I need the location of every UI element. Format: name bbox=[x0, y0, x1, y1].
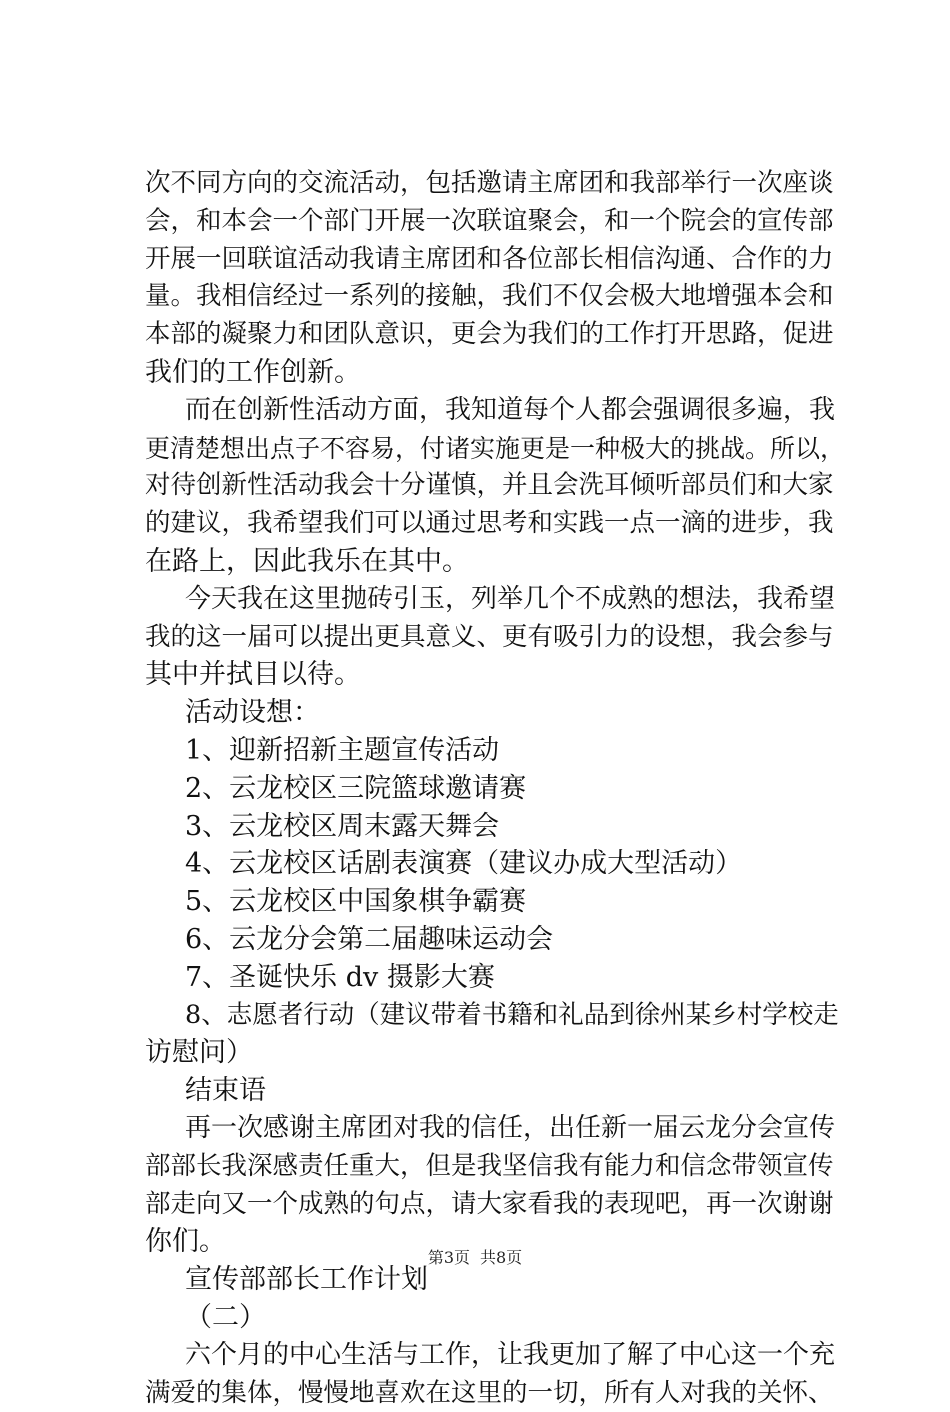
text-line: 6、云龙分会第二届趣味运动会 bbox=[145, 921, 835, 959]
text-line: 会，和本会一个部门开展一次联谊聚会，和一个院会的宣传部 bbox=[145, 203, 835, 241]
text-line: 更清楚想出点子不容易，付诸实施更是一种极大的挑战。所以， bbox=[145, 430, 835, 468]
text-line: 今天我在这里抛砖引玉，列举几个不成熟的想法，我希望 bbox=[145, 581, 835, 619]
text-line: 宣传部部长工作计划 bbox=[145, 1261, 835, 1299]
text-line: 其中并拭目以待。 bbox=[145, 656, 835, 694]
document-body bbox=[145, 165, 835, 1412]
page-footer bbox=[0, 1245, 950, 1268]
text-line: 你们。 bbox=[145, 1223, 835, 1261]
text-line: 5、云龙校区中国象棋争霸赛 bbox=[145, 883, 835, 921]
text-line: 开展一回联谊活动我请主席团和各位部长相信沟通、合作的力 bbox=[145, 241, 835, 279]
text-line: （二） bbox=[145, 1299, 835, 1337]
text-line: 的建议，我希望我们可以通过思考和实践一点一滴的进步，我 bbox=[145, 505, 835, 543]
text-line: 而在创新性活动方面，我知道每个人都会强调很多遍，我 bbox=[145, 392, 835, 430]
text-line: 次不同方向的交流活动，包括邀请主席团和我部举行一次座谈 bbox=[145, 165, 835, 203]
text-line: 在路上，因此我乐在其中。 bbox=[145, 543, 835, 581]
text-line: 本部的凝聚力和团队意识，更会为我们的工作打开思路，促进 bbox=[145, 316, 835, 354]
text-line: 访慰问） bbox=[145, 1034, 835, 1072]
text-line: 3、云龙校区周末露天舞会 bbox=[145, 808, 835, 846]
text-line: 满爱的集体，慢慢地喜欢在这里的一切，所有人对我的关怀、 bbox=[145, 1375, 835, 1412]
text-line: 我的这一届可以提出更具意义、更有吸引力的设想，我会参与 bbox=[145, 619, 835, 657]
text-line: 结束语 bbox=[145, 1072, 835, 1110]
text-line: 活动设想： bbox=[145, 694, 835, 732]
text-line: 1、迎新招新主题宣传活动 bbox=[145, 732, 835, 770]
page-number: 第3页 bbox=[428, 1245, 470, 1268]
page-total: 共8页 bbox=[480, 1245, 522, 1268]
text-line: 部部长我深感责任重大，但是我坚信我有能力和信念带领宣传 bbox=[145, 1148, 835, 1186]
text-line: 部走向又一个成熟的句点，请大家看我的表现吧，再一次谢谢 bbox=[145, 1186, 835, 1224]
text-line: 量。我相信经过一系列的接触，我们不仅会极大地增强本会和 bbox=[145, 278, 835, 316]
text-line: 7、圣诞快乐 dv 摄影大赛 bbox=[145, 959, 835, 997]
text-line: 六个月的中心生活与工作，让我更加了解了中心这一个充 bbox=[145, 1337, 835, 1375]
text-line: 8、志愿者行动（建议带着书籍和礼品到徐州某乡村学校走 bbox=[145, 997, 835, 1035]
text-line: 对待创新性活动我会十分谨慎，并且会洗耳倾听部员们和大家 bbox=[145, 467, 835, 505]
text-line: 2、云龙校区三院篮球邀请赛 bbox=[145, 770, 835, 808]
text-line: 再一次感谢主席团对我的信任，出任新一届云龙分会宣传 bbox=[145, 1110, 835, 1148]
text-line: 4、云龙校区话剧表演赛（建议办成大型活动） bbox=[145, 845, 835, 883]
text-line: 我们的工作创新。 bbox=[145, 354, 835, 392]
